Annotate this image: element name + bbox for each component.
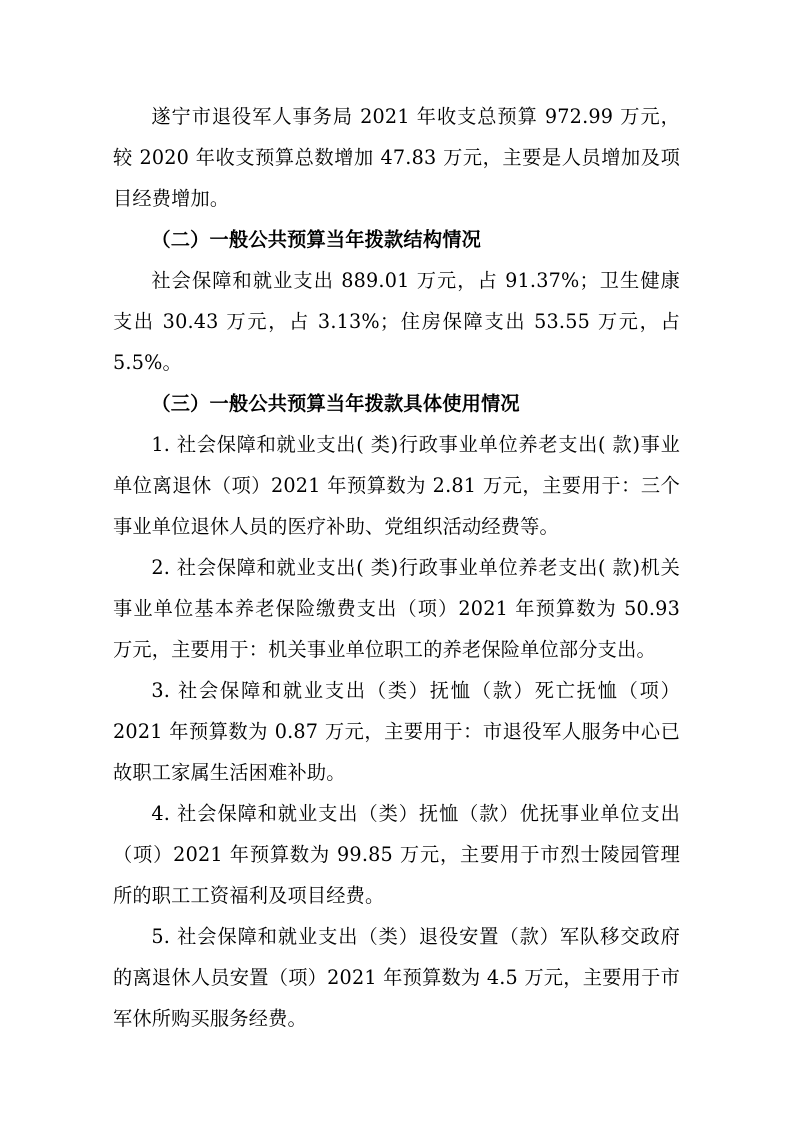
paragraph-heading-section-two: （二）一般公共预算当年拨款结构情况 (151, 228, 481, 251)
paragraph-item-4: 4. 社会保障和就业支出（类）抚恤（款）优抚事业单位支出（项）2021 年预算数为 99.85 万元，主要用于市烈士陵园管理所的职工工资福利及项目经费。 (113, 802, 680, 907)
paragraph-allocation-structure: 社会保障和就业支出 889.01 万元，占 91.37%；卫生健康支出 30.43 万元，占 3.13%；住房保障支出 53.55 万元，占 5.5%。 (113, 269, 680, 374)
paragraph-item-1: 1. 社会保障和就业支出( 类)行政事业单位养老支出( 款)事业单位离退休（项）2021 年预算数为 2.81 万元，主要用于：三个事业单位退休人员的医疗补助、党组织活动经费等。 (113, 433, 680, 538)
paragraph-budget-total: 遂宁市退役军人事务局 2021 年收支总预算 972.99 万元，较 2020 年收支预算总数增加 47.83 万元，主要是人员增加及项目经费增加。 (113, 105, 680, 210)
document-body (113, 96, 680, 1039)
paragraph-item-5: 5. 社会保障和就业支出（类）退役安置（款）军队移交政府的离退休人员安置（项）2021 年预算数为 4.5 万元，主要用于市军休所购买服务经费。 (113, 925, 680, 1030)
paragraph-heading-section-three: （三）一般公共预算当年拨款具体使用情况 (151, 392, 520, 415)
paragraph-item-2: 2. 社会保障和就业支出( 类)行政事业单位养老支出( 款)机关事业单位基本养老保险缴费支出（项）2021 年预算数为 50.93 万元，主要用于：机关事业单位职工的养老保险单位部分支出。 (113, 556, 680, 661)
paragraph-item-3: 3. 社会保障和就业支出（类）抚恤（款）死亡抚恤（项）2021 年预算数为 0.87 万元，主要用于：市退役军人服务中心已故职工家属生活困难补助。 (113, 679, 680, 784)
